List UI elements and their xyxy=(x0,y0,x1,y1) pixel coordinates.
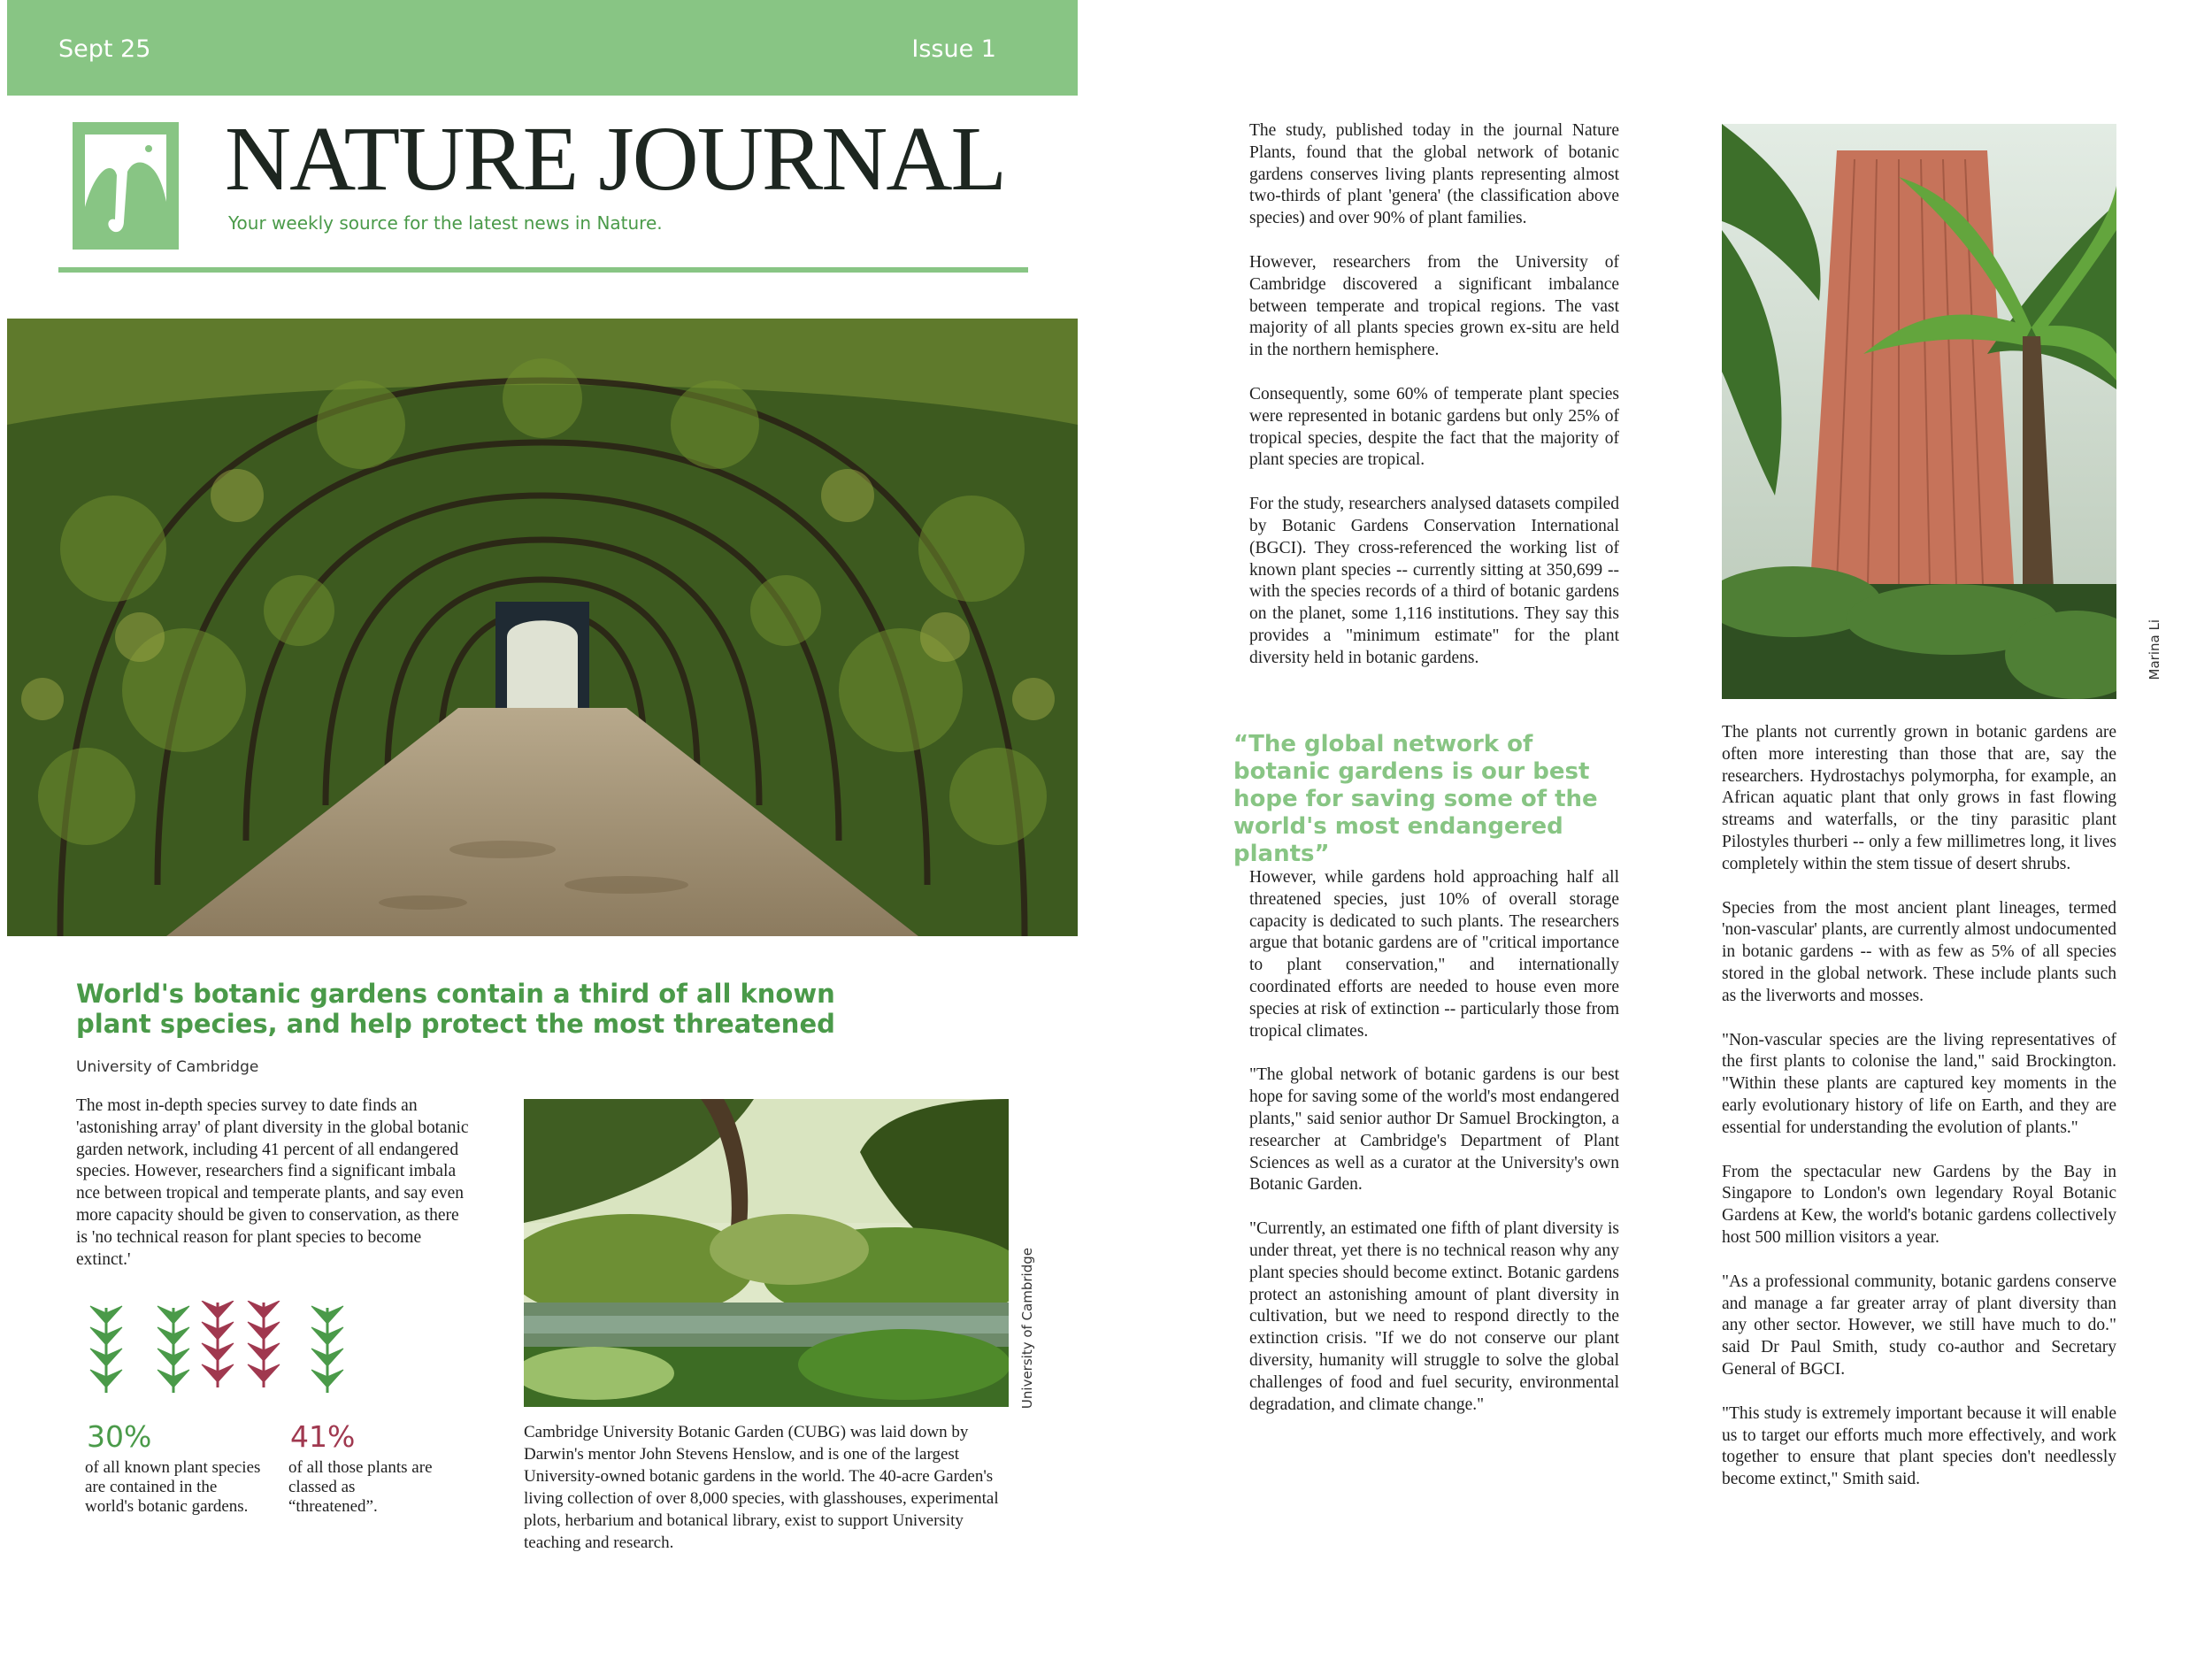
paragraph: "The global network of botanic gardens is our best hope for saving some of the world's most endangered plants," said senior author Dr Samuel Brockington, a researcher at Cambridge's Department of Plant Sciences as well as a curator at the University's own Botanic Garden. xyxy=(1249,1065,1619,1195)
hero-image-tunnel xyxy=(7,319,1078,936)
paragraph: However, researchers from the University of Cambridge discovered a significant imbalance between temperate and tropical regions. The vast majority of all plants species grown ex-situ are held in the northern hemisphere. xyxy=(1249,252,1619,360)
paragraph: However, while gardens hold approaching half all threatened species, just 10% of overall storage capacity is dedicated to such plants. The researchers argue that botanic gardens are of "critical importance to plant conservation," and internationally coordinated efforts are needed to house even more species at risk of extinction -- particularly those from tropical climates. xyxy=(1249,868,1619,1041)
stat-known-plants-description: of all known plant species are contained in the world's botanic gardens. xyxy=(85,1458,261,1516)
article-byline: University of Cambridge xyxy=(76,1058,259,1076)
plant-sprig-icon xyxy=(157,1306,189,1393)
garden-image-cubg xyxy=(524,1099,1009,1407)
masthead-tagline: Your weekly source for the latest news in Nature. xyxy=(228,212,663,234)
masthead-title: NATURE JOURNAL xyxy=(225,108,1005,210)
article-column-3-top xyxy=(1249,120,1619,692)
paragraph: From the spectacular new Gardens by the Bay in Singapore to London's own legendary Royal Botanic Gardens at Kew, the world's botanic gardens collectively host 500 million visitors a year. xyxy=(1722,1162,2116,1247)
paragraph: The plants not currently grown in botanic gardens are often more interesting than those that are, say the researchers. Hydrostachys polymorpha, for example, an African aquatic plant that only grows in fast flowing streams and waterfalls, or the tiny parasitic plant Pilostyles thurberi -- only a few millimetres long, it lives completely within the stem tissue of desert shrubs. xyxy=(1722,723,2116,873)
paragraph: "As a professional community, botanic gardens conserve and manage a far greater array of plant diversity than any other sector. However, we still have much to do." said Dr Paul Smith, study co-author and Secretary General of BGCI. xyxy=(1722,1272,2116,1379)
article-column-3-bottom xyxy=(1249,867,1619,1438)
garden-caption: Cambridge University Botanic Garden (CUBG) was laid down by Darwin's mentor John Stevens Henslow, and is one of the largest University-owned botanic gardens in the world. The 40-acre Garden's living collection of over 8,000 species, with glasshouses, experimental plots, herbarium and botanical library, exist to support University teaching and research. xyxy=(524,1423,999,1552)
tropical-photo-credit: Marina Li xyxy=(2147,619,2162,680)
pull-quote: “The global network of botanic gardens is our best hope for saving some of the world's most endangered plants” xyxy=(1233,731,1598,867)
issue-number: Issue 1 xyxy=(911,35,996,63)
article-intro: The most in-depth species survey to date finds an 'astonishing array' of plant diversity in the global botanic garden network, including 41 percent of all endangered species. However, researchers find a significant imbala nce between tropical and temperate plants, and say even more capacity should be given to conservation, as there is 'no technical reason for plant species to become extinct.' xyxy=(76,1096,469,1269)
paragraph: "Non-vascular species are the living representatives of the first plants to colonise the land," said Brockington. "Within these plants are captured key moments in the early evolutionary history of life on Earth, and they are essential for understanding the evolution of plants." xyxy=(1722,1030,2116,1137)
paragraph: The study, published today in the journal Nature Plants, found that the global network of botanic gardens conserves living plants representing almost two-thirds of plant 'genera' (the classification above species) and over 90% of plant families. xyxy=(1249,121,1619,228)
garden-photo-credit: University of Cambridge xyxy=(1019,1248,1035,1410)
paragraph: "This study is extremely important because it will enable us to target our efforts much more effectively, and work together to ensure that plant species don't needlessly become extinct," Smith said. xyxy=(1722,1403,2116,1489)
plant-sprig-icon xyxy=(90,1306,122,1393)
plant-sprig-icon xyxy=(248,1301,280,1387)
paragraph: "Currently, an estimated one fifth of plant diversity is under threat, yet there is no technical reason why any plant species should become extinct. Botanic gardens protect an astonishing amount of plant diversity in cultivation, but we need to respond directly to the extinction crisis. "If we do not conserve our plant diversity, humanity will struggle to solve the global challenges of food and fuel security, environmental degradation, and climate change." xyxy=(1249,1219,1619,1414)
plant-icons-infographic xyxy=(76,1301,368,1398)
stat-threatened-value: 41% xyxy=(290,1419,356,1454)
article-headline: World's botanic gardens contain a third of all known plant species, and help protect the most threatened xyxy=(76,979,835,1039)
masthead-divider xyxy=(58,267,1028,273)
stat-threatened-description: of all those plants are classed as “threatened”. xyxy=(288,1458,433,1516)
tropical-image-palm xyxy=(1722,124,2116,699)
paragraph: For the study, researchers analysed datasets compiled by Botanic Gardens Conservation International (BGCI). They cross-referenced the working list of known plant species -- currently sitting at 350,699 -- with the species records of a third of botanic gardens on the planet, some 1,116 institutions. They say this provides a "minimum estimate" for the plant diversity held in botanic gardens. xyxy=(1249,495,1619,667)
header-band xyxy=(7,0,1078,96)
plant-sprig-icon xyxy=(202,1301,234,1387)
elephant-logo-icon xyxy=(73,122,179,250)
issue-date: Sept 25 xyxy=(58,35,151,63)
article-column-4 xyxy=(1722,722,2116,1513)
plant-sprig-icon xyxy=(311,1306,343,1393)
paragraph: Species from the most ancient plant lineages, termed 'non-vascular' plants, are currently almost undocumented in botanic gardens -- with as few as 5% of all species stored in the global network. These include plants such as the liverworts and mosses. xyxy=(1722,898,2116,1005)
paragraph: Consequently, some 60% of temperate plant species were represented in botanic gardens but only 25% of tropical species, despite the fact that the majority of plant species are tropical. xyxy=(1249,384,1619,470)
stat-known-plants-value: 30% xyxy=(87,1419,152,1454)
